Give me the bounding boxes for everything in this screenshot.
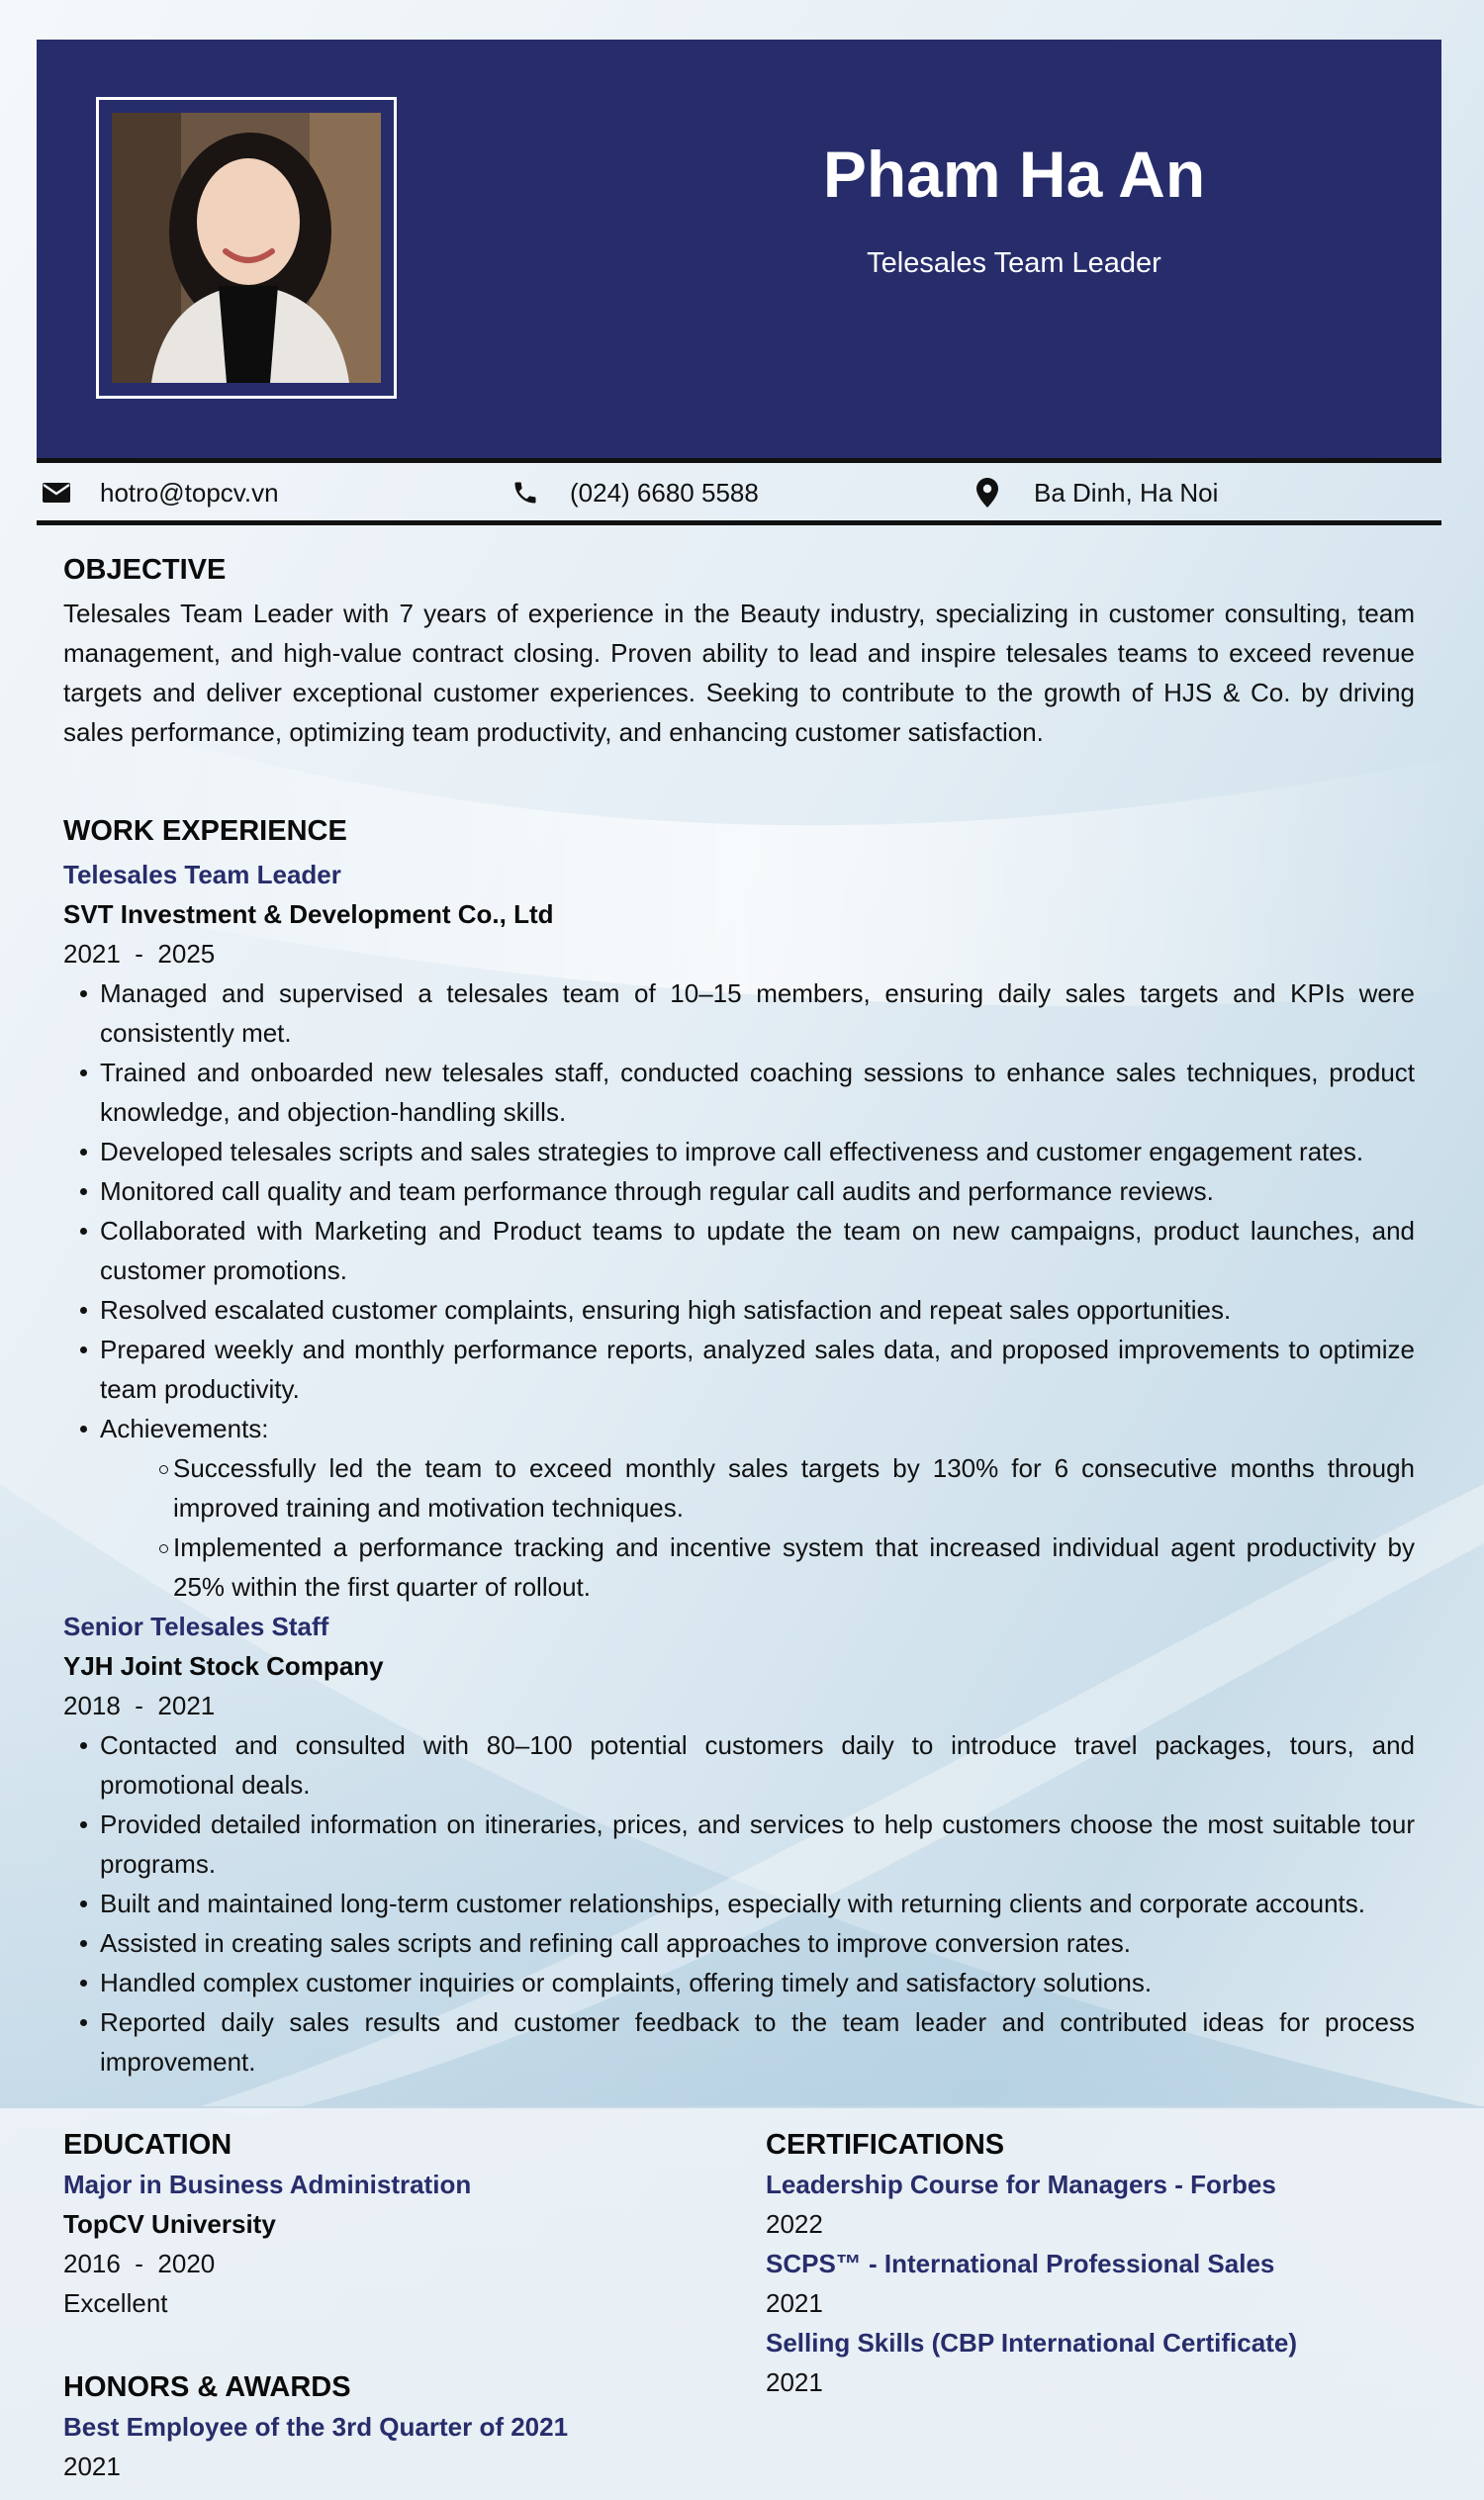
education-dates: 2016 - 2020 (63, 2249, 216, 2278)
education-school: TopCV University (63, 2209, 276, 2239)
certification-title: Leadership Course for Managers - Forbes (766, 2170, 1276, 2199)
list-item: Provided detailed information on itineraries, prices, and services to help customers choose the most suitable tour programs. (63, 1805, 1415, 1884)
phone-icon (511, 479, 539, 507)
map-pin-icon (976, 478, 998, 508)
list-item: Trained and onboarded new telesales staff, conducted coaching sessions to enhance sales techniques, product knowledge, and objection-handling skills. (63, 1053, 1415, 1132)
education-major: Major in Business Administration (63, 2170, 472, 2199)
job-2 (63, 1607, 1415, 2082)
certification-year: 2021 (766, 2367, 823, 2397)
list-item: Resolved escalated customer complaints, ensuring high satisfaction and repeat sales opportunities. (63, 1290, 1415, 1330)
list-item: Assisted in creating sales scripts and refining call approaches to improve conversion rates. (63, 1923, 1415, 1963)
job-responsibilities (63, 973, 1415, 1448)
objective-heading: OBJECTIVE (63, 554, 227, 586)
list-item: Managed and supervised a telesales team of 10–15 members, ensuring daily sales targets and KPIs were consistently met. (63, 973, 1415, 1053)
list-item: Developed telesales scripts and sales strategies to improve call effectiveness and customer engagement rates. (63, 1132, 1415, 1171)
envelope-icon (43, 483, 70, 503)
honors-heading: HONORS & AWARDS (63, 2371, 351, 2403)
list-item: Contacted and consulted with 80–100 potential customers daily to introduce travel packages, tours, and promotional deals. (63, 1725, 1415, 1805)
contact-bottom-rule (37, 520, 1441, 525)
job-role: Telesales Team Leader (63, 860, 341, 889)
job-company: SVT Investment & Development Co., Ltd (63, 899, 554, 929)
job-1 (63, 855, 1415, 1607)
list-item: Monitored call quality and team performance through regular call audits and performance reviews. (63, 1171, 1415, 1211)
list-item: Built and maintained long-term customer relationships, especially with returning clients and corporate accounts. (63, 1884, 1415, 1923)
contact-phone[interactable] (511, 473, 759, 512)
phone-text: (024) 6680 5588 (570, 478, 759, 508)
education-grade: Excellent (63, 2288, 168, 2318)
email-text: hotro@topcv.vn (100, 478, 279, 508)
list-item: Collaborated with Marketing and Product teams to update the team on new campaigns, product launches, and customer promotions. (63, 1211, 1415, 1290)
contact-email[interactable] (43, 473, 279, 512)
list-item: Handled complex customer inquiries or complaints, offering timely and satisfactory solutions. (63, 1963, 1415, 2002)
certifications-section (766, 2125, 1438, 2402)
job-dates: 2021 - 2025 (63, 939, 216, 969)
resume-header (37, 40, 1441, 458)
candidate-name: Pham Ha An (822, 138, 1206, 211)
job-role: Senior Telesales Staff (63, 1612, 329, 1641)
job-company: YJH Joint Stock Company (63, 1651, 384, 1681)
list-item: Implemented a performance tracking and incentive system that increased individual agent productivity by 25% within the first quarter of rollout. (63, 1528, 1415, 1607)
honors-section (63, 2367, 696, 2486)
award-year: 2021 (63, 2452, 121, 2481)
objective-text: Telesales Team Leader with 7 years of experience in the Beauty industry, specializing in customer consulting, team management, and high-value contract closing. Proven ability to lead and inspire telesales teams to exceed revenue targets and deliver exceptional customer experiences. Seeking to contribute to the growth of HJS & Co. by driving sales performance, optimizing team productivity, and enhancing customer satisfaction. (63, 599, 1415, 747)
candidate-title: Telesales Team Leader (867, 247, 1161, 279)
certification-year: 2022 (766, 2209, 823, 2239)
list-item: Prepared weekly and monthly performance reports, analyzed sales data, and proposed improvements to optimize team productivity. (63, 1330, 1415, 1409)
education-heading: EDUCATION (63, 2129, 232, 2161)
certifications-heading: CERTIFICATIONS (766, 2129, 1005, 2161)
profile-photo (112, 113, 381, 383)
work-experience-heading: WORK EXPERIENCE (63, 815, 347, 847)
job-dates: 2018 - 2021 (63, 1691, 216, 1720)
location-text: Ba Dinh, Ha Noi (1034, 478, 1219, 508)
list-item: Successfully led the team to exceed monthly sales targets by 130% for 6 consecutive months through improved training and motivation techniques. (63, 1448, 1415, 1528)
award-title: Best Employee of the 3rd Quarter of 2021 (63, 2412, 569, 2442)
list-item: Achievements: (63, 1409, 1415, 1448)
certification-title: SCPS™ - International Professional Sales (766, 2249, 1275, 2278)
job-responsibilities (63, 1725, 1415, 2082)
certification-year: 2021 (766, 2288, 823, 2318)
job-achievements (63, 1448, 1415, 1607)
contact-top-rule (37, 458, 1441, 463)
certification-title: Selling Skills (CBP International Certificate) (766, 2328, 1297, 2358)
education-section (63, 2125, 696, 2323)
profile-photo-frame (96, 97, 397, 399)
list-item: Reported daily sales results and customer feedback to the team leader and contributed ideas for process improvement. (63, 2002, 1415, 2082)
contact-location (976, 473, 1218, 512)
